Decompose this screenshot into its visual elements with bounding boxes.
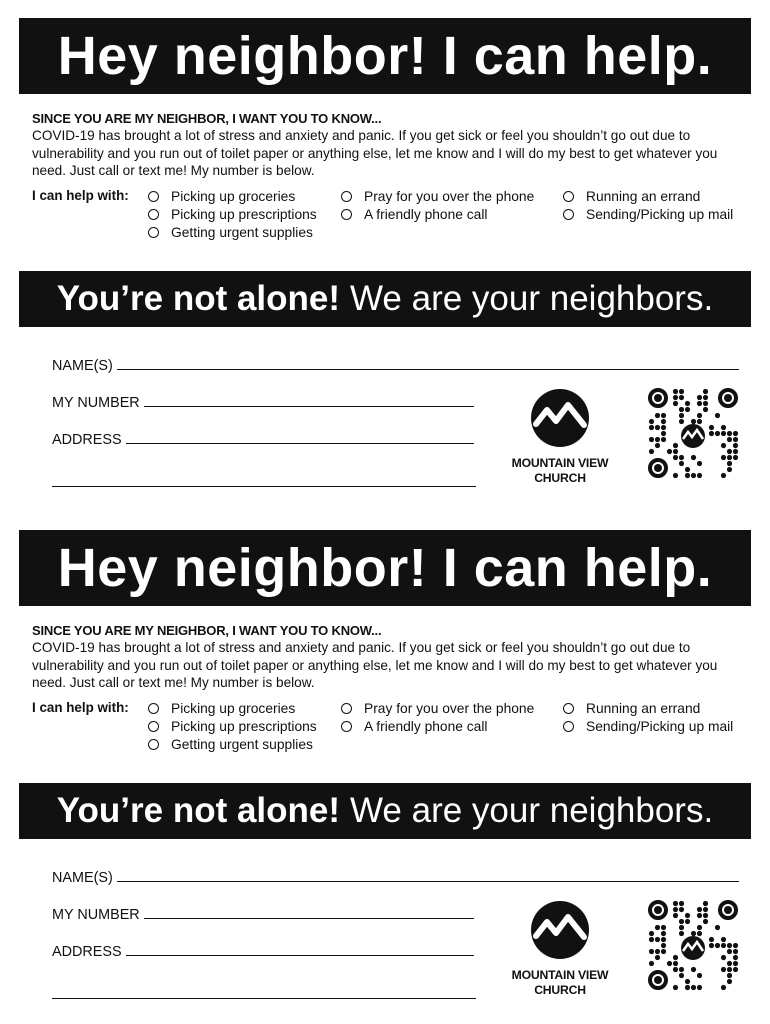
qr-module — [733, 949, 738, 954]
qr-module — [679, 973, 684, 978]
names-line — [117, 368, 739, 370]
church-logo — [498, 900, 622, 998]
qr-module — [673, 955, 678, 960]
qr-module — [655, 937, 660, 942]
names-label: NAME(S) — [52, 870, 113, 886]
qr-module — [655, 425, 660, 430]
mountain-logo-icon — [530, 388, 590, 448]
checkbox-phone-call[interactable] — [341, 719, 488, 734]
qr-module — [679, 413, 684, 418]
help-item-label: Sending/Picking up mail — [586, 719, 734, 734]
qr-module — [691, 985, 696, 990]
intro-text: COVID-19 has brought a lot of stress and anxiety and panic. If you get sick or feel you shouldn’t go out due to vulnerability and you run out of toilet paper or anything else, let me know and I will do my best to get whatever you need. Just call or text me! My number is below. — [32, 640, 718, 691]
checkbox-prescriptions[interactable] — [148, 207, 317, 222]
circle-icon — [148, 703, 159, 714]
qr-module — [655, 443, 660, 448]
qr-module — [703, 919, 708, 924]
qr-module — [673, 907, 678, 912]
qr-module — [655, 925, 660, 930]
logo-line-2: CHURCH — [534, 983, 586, 997]
qr-module — [727, 961, 732, 966]
help-item-label: Picking up prescriptions — [171, 719, 317, 734]
qr-module — [685, 401, 690, 406]
qr-module — [709, 431, 714, 436]
circle-icon — [563, 191, 574, 202]
names-line — [117, 880, 739, 882]
qr-module — [697, 473, 702, 478]
qr-module — [691, 455, 696, 460]
mountain-logo-icon — [530, 900, 590, 960]
qr-module — [679, 931, 684, 936]
address-line — [126, 954, 474, 956]
qr-module — [733, 437, 738, 442]
qr-module — [685, 467, 690, 472]
qr-module — [685, 919, 690, 924]
qr-module — [721, 985, 726, 990]
address-label: ADDRESS — [52, 944, 122, 960]
qr-module — [697, 985, 702, 990]
checkbox-groceries[interactable] — [148, 701, 295, 716]
qr-module — [655, 413, 660, 418]
qr-module — [673, 901, 678, 906]
names-label: NAME(S) — [52, 358, 113, 374]
qr-module — [649, 419, 654, 424]
neighbors-banner — [19, 783, 751, 839]
qr-module — [691, 931, 696, 936]
circle-icon — [563, 703, 574, 714]
help-item-label: Sending/Picking up mail — [586, 207, 734, 222]
intro-block — [32, 622, 747, 692]
qr-module — [709, 425, 714, 430]
qr-module — [703, 913, 708, 918]
qr-module — [697, 413, 702, 418]
circle-icon — [341, 721, 352, 732]
number-label: MY NUMBER — [52, 907, 140, 923]
qr-module — [661, 925, 666, 930]
qr-module — [715, 413, 720, 418]
qr-module — [733, 449, 738, 454]
banner-bold: You’re not alone! — [56, 791, 341, 830]
qr-module — [733, 967, 738, 972]
qr-module — [673, 985, 678, 990]
help-item-label: Getting urgent supplies — [171, 225, 313, 240]
qr-module — [709, 937, 714, 942]
qr-code-icon — [646, 386, 740, 480]
qr-module — [679, 901, 684, 906]
circle-icon — [148, 227, 159, 238]
qr-module — [691, 967, 696, 972]
neighbors-banner — [19, 271, 751, 327]
checkbox-phone-call[interactable] — [341, 207, 488, 222]
help-item-label: Picking up groceries — [171, 189, 296, 204]
qr-module — [661, 937, 666, 942]
qr-module — [727, 461, 732, 466]
qr-module — [649, 937, 654, 942]
checkbox-groceries[interactable] — [148, 189, 295, 204]
qr-module — [721, 955, 726, 960]
help-item-label: Picking up prescriptions — [171, 207, 317, 222]
qr-module — [661, 413, 666, 418]
qr-module — [679, 407, 684, 412]
checkbox-mail[interactable] — [563, 207, 733, 222]
help-item-label: Pray for you over the phone — [364, 189, 535, 204]
qr-module — [679, 419, 684, 424]
qr-module — [733, 961, 738, 966]
qr-module — [673, 449, 678, 454]
qr-module — [715, 943, 720, 948]
address-field[interactable] — [52, 432, 474, 448]
qr-module — [691, 473, 696, 478]
qr-module — [733, 943, 738, 948]
qr-module — [721, 473, 726, 478]
qr-module — [649, 949, 654, 954]
number-line — [144, 917, 474, 919]
qr-module — [673, 389, 678, 394]
qr-module — [727, 437, 732, 442]
help-item-label: Picking up groceries — [171, 701, 296, 716]
qr-module — [697, 973, 702, 978]
qr-module — [649, 449, 654, 454]
qr-module — [685, 913, 690, 918]
qr-module — [721, 937, 726, 942]
qr-module — [721, 943, 726, 948]
qr-module — [679, 455, 684, 460]
headline-banner — [19, 530, 751, 606]
qr-module — [667, 449, 672, 454]
qr-module — [661, 431, 666, 436]
qr-module — [673, 961, 678, 966]
circle-icon — [148, 209, 159, 220]
help-label: I can help with: — [32, 700, 129, 715]
circle-icon — [563, 721, 574, 732]
checkbox-pray[interactable] — [341, 189, 534, 204]
qr-module — [703, 389, 708, 394]
qr-module — [673, 967, 678, 972]
checkbox-supplies[interactable] — [148, 225, 313, 240]
circle-icon — [148, 721, 159, 732]
address-field[interactable] — [52, 944, 474, 960]
church-logo — [498, 388, 622, 486]
qr-module — [727, 431, 732, 436]
qr-module — [679, 395, 684, 400]
since-heading: SINCE YOU ARE MY NEIGHBOR, I WANT YOU TO KNOW... — [32, 111, 382, 126]
intro-block — [32, 110, 747, 180]
since-heading: SINCE YOU ARE MY NEIGHBOR, I WANT YOU TO KNOW... — [32, 623, 382, 638]
names-field[interactable] — [52, 870, 739, 886]
logo-line-2: CHURCH — [534, 471, 586, 485]
qr-module — [721, 425, 726, 430]
qr-module — [661, 949, 666, 954]
qr-module — [697, 931, 702, 936]
qr-module — [721, 431, 726, 436]
help-item-label: Running an errand — [586, 189, 701, 204]
qr-module — [733, 955, 738, 960]
qr-module — [685, 979, 690, 984]
circle-icon — [148, 191, 159, 202]
qr-module — [727, 943, 732, 948]
help-item-label: Getting urgent supplies — [171, 737, 313, 752]
qr-module — [661, 931, 666, 936]
names-field[interactable] — [52, 358, 739, 374]
qr-module — [721, 443, 726, 448]
checkbox-errand[interactable] — [563, 189, 700, 204]
qr-module — [733, 443, 738, 448]
qr-module — [703, 395, 708, 400]
headline: Hey neighbor! I can help. — [57, 538, 713, 598]
qr-module — [661, 943, 666, 948]
number-field[interactable] — [52, 395, 474, 411]
address-line — [126, 442, 474, 444]
qr-module — [655, 955, 660, 960]
qr-module — [685, 985, 690, 990]
qr-module — [697, 913, 702, 918]
qr-module — [679, 967, 684, 972]
qr-module — [649, 425, 654, 430]
qr-module — [721, 967, 726, 972]
checkbox-pray[interactable] — [341, 701, 534, 716]
qr-module — [727, 949, 732, 954]
qr-module — [649, 931, 654, 936]
intro-text: COVID-19 has brought a lot of stress and anxiety and panic. If you get sick or feel you shouldn’t go out due to vulnerability and you run out of toilet paper or anything else, let me know and I will do my best to get whatever you need. Just call or text me! My number is below. — [32, 128, 718, 179]
qr-module — [733, 431, 738, 436]
banner-light: We are your neighbors. — [350, 791, 714, 830]
flyer-card-bottom — [0, 512, 770, 1024]
address-label: ADDRESS — [52, 432, 122, 448]
checkbox-errand[interactable] — [563, 701, 700, 716]
qr-module — [661, 425, 666, 430]
help-item-label: A friendly phone call — [364, 719, 488, 734]
qr-module — [667, 961, 672, 966]
qr-module — [727, 979, 732, 984]
qr-module — [649, 961, 654, 966]
qr-module — [655, 949, 660, 954]
qr-module — [727, 973, 732, 978]
qr-module — [703, 901, 708, 906]
circle-icon — [341, 209, 352, 220]
help-label: I can help with: — [32, 188, 129, 203]
number-line — [144, 405, 474, 407]
qr-module — [709, 943, 714, 948]
qr-module — [679, 389, 684, 394]
qr-module — [697, 925, 702, 930]
qr-module — [679, 461, 684, 466]
qr-module — [679, 907, 684, 912]
checkbox-prescriptions[interactable] — [148, 719, 317, 734]
qr-module — [703, 907, 708, 912]
qr-module — [673, 913, 678, 918]
circle-icon — [563, 209, 574, 220]
qr-module — [721, 455, 726, 460]
qr-module — [715, 431, 720, 436]
qr-module — [673, 443, 678, 448]
qr-module — [685, 407, 690, 412]
qr-module — [727, 467, 732, 472]
qr-module — [697, 461, 702, 466]
number-label: MY NUMBER — [52, 395, 140, 411]
qr-module — [727, 967, 732, 972]
banner-bold: You’re not alone! — [56, 279, 341, 318]
address-line-2 — [52, 998, 476, 999]
qr-module — [673, 395, 678, 400]
qr-module — [691, 419, 696, 424]
qr-code-icon — [646, 898, 740, 992]
qr-module — [679, 919, 684, 924]
qr-module — [703, 401, 708, 406]
headline-banner — [19, 18, 751, 94]
banner-light: We are your neighbors. — [350, 279, 714, 318]
qr-module — [649, 437, 654, 442]
headline: Hey neighbor! I can help. — [57, 26, 713, 86]
qr-module — [727, 449, 732, 454]
qr-module — [697, 395, 702, 400]
logo-line-1: MOUNTAIN VIEW — [511, 968, 609, 982]
number-field[interactable] — [52, 907, 474, 923]
circle-icon — [148, 739, 159, 750]
qr-module — [655, 437, 660, 442]
qr-module — [703, 407, 708, 412]
qr-module — [697, 419, 702, 424]
circle-icon — [341, 703, 352, 714]
checkbox-mail[interactable] — [563, 719, 733, 734]
qr-module — [733, 455, 738, 460]
qr-module — [673, 401, 678, 406]
help-item-label: Running an errand — [586, 701, 701, 716]
qr-module — [661, 437, 666, 442]
help-item-label: Pray for you over the phone — [364, 701, 535, 716]
logo-line-1: MOUNTAIN VIEW — [511, 456, 609, 470]
qr-module — [697, 401, 702, 406]
help-item-label: A friendly phone call — [364, 207, 488, 222]
qr-module — [727, 455, 732, 460]
qr-module — [685, 473, 690, 478]
qr-module — [715, 925, 720, 930]
qr-module — [673, 473, 678, 478]
qr-module — [661, 419, 666, 424]
checkbox-supplies[interactable] — [148, 737, 313, 752]
qr-module — [673, 455, 678, 460]
circle-icon — [341, 191, 352, 202]
qr-module — [697, 907, 702, 912]
qr-module — [679, 925, 684, 930]
address-line-2 — [52, 486, 476, 487]
